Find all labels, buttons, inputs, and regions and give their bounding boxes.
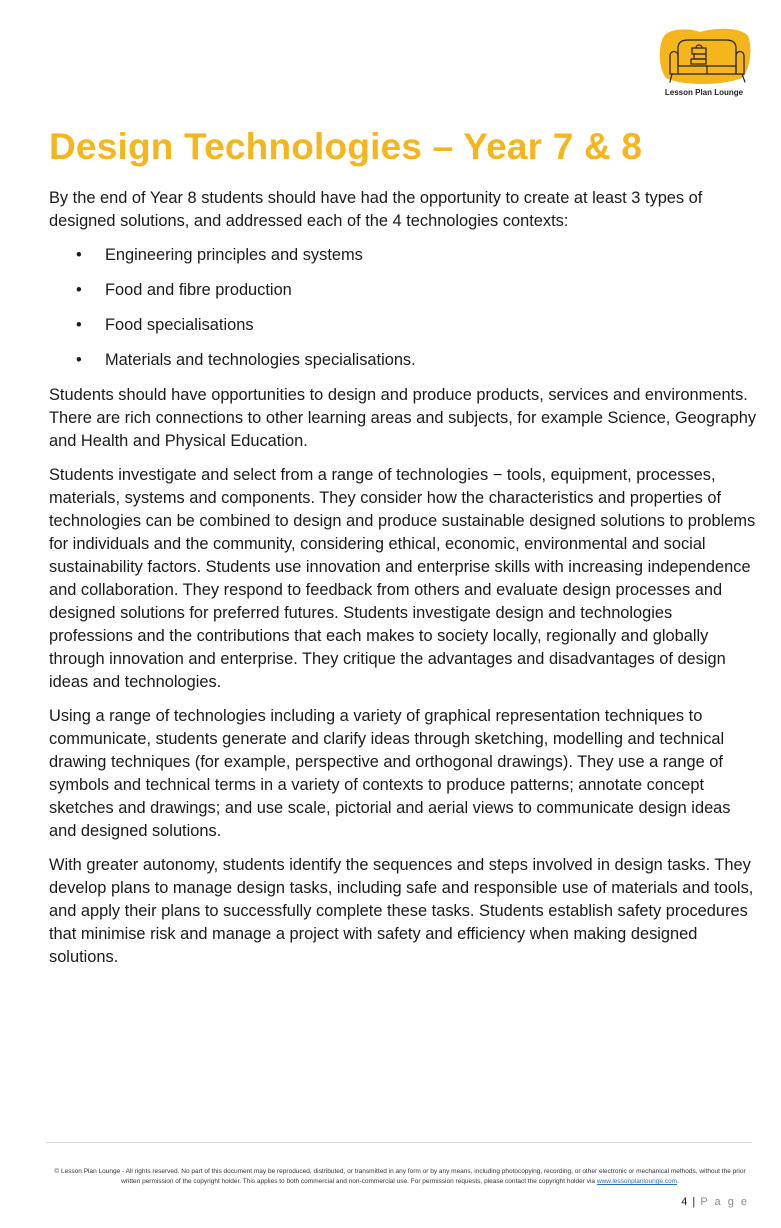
contexts-list <box>49 244 759 372</box>
list-item: • Food specialisations <box>49 314 759 337</box>
sofa-icon <box>656 26 752 88</box>
body-paragraph: Students should have opportunities to design and produce products, services and environments. There are rich connections to other learning areas and subjects, for example Science, Geography and Health and Physical Education. <box>49 386 757 450</box>
footer-period: . <box>677 1178 679 1185</box>
page-title: Design Technologies – Year 7 & 8 <box>49 126 643 167</box>
document-body <box>49 187 759 980</box>
page-number-value: 4 <box>681 1196 689 1208</box>
page-separator: | <box>692 1196 697 1208</box>
list-item: • Materials and technologies specialisations. <box>49 349 759 372</box>
body-paragraph: Using a range of technologies including a variety of graphical representation techniques to communicate, students generate and clarify ideas through sketching, modelling and technical drawing techniques (for example, perspective and orthogonal drawings). They use a range of symbols and technical terms in a variety of contexts to produce patterns; annotate concept sketches and drawings; and use scale, pictorial and aerial views to communicate design ideas and designed solutions. <box>49 707 731 840</box>
footer-copyright <box>52 1167 748 1187</box>
list-item: • Engineering principles and systems <box>49 244 759 267</box>
list-item: • Food and fibre production <box>49 279 759 302</box>
body-paragraph: Students investigate and select from a range of technologies − tools, equipment, processes, materials, systems and components. They consider how the characteristics and properties of technologies can be combined to design and produce sustainable designed solutions to problems for individuals and the community, considering ethical, economic, environmental and social sustainability factors. Students use innovation and enterprise skills with increasing independence and collaboration. They respond to feedback from others and evaluate design processes and designed solutions for preferred futures. Students investigate design and technologies professions and the contributions that each makes to society locally, regionally and globally through innovation and enterprise. They critique the advantages and disadvantages of design ideas and technologies. <box>49 466 756 691</box>
body-paragraph: With greater autonomy, students identify the sequences and steps involved in design tasks. They develop plans to manage design tasks, including safe and responsible use of materials and tools, and apply their plans to successfully complete these tasks. Students establish safety procedures that minimise risk and manage a project with safety and efficiency when making designed solutions. <box>49 856 754 966</box>
footer-divider <box>46 1142 752 1143</box>
website-link[interactable]: www.lessonplanlounge.com <box>596 1178 678 1185</box>
page-label: P a g e <box>700 1196 749 1208</box>
page-number <box>681 1196 749 1208</box>
logo <box>656 26 752 100</box>
logo-text: Lesson Plan Lounge <box>664 88 744 97</box>
intro-paragraph: By the end of Year 8 students should have had the opportunity to create at least 3 types of designed solutions, and addressed each of the 4 technologies contexts: <box>49 189 703 230</box>
copyright-text: © Lesson Plan Lounge - All rights reserved. No part of this document may be reproduced, distributed, or transmitted in any form or by any means, including photocopying, recording, or other electronic or mechanical methods, without the prior written permission of the copyright holder. This applies to both commercial and non-commercial use. For permission requests, please contact the copyright holder via <box>54 1168 746 1185</box>
